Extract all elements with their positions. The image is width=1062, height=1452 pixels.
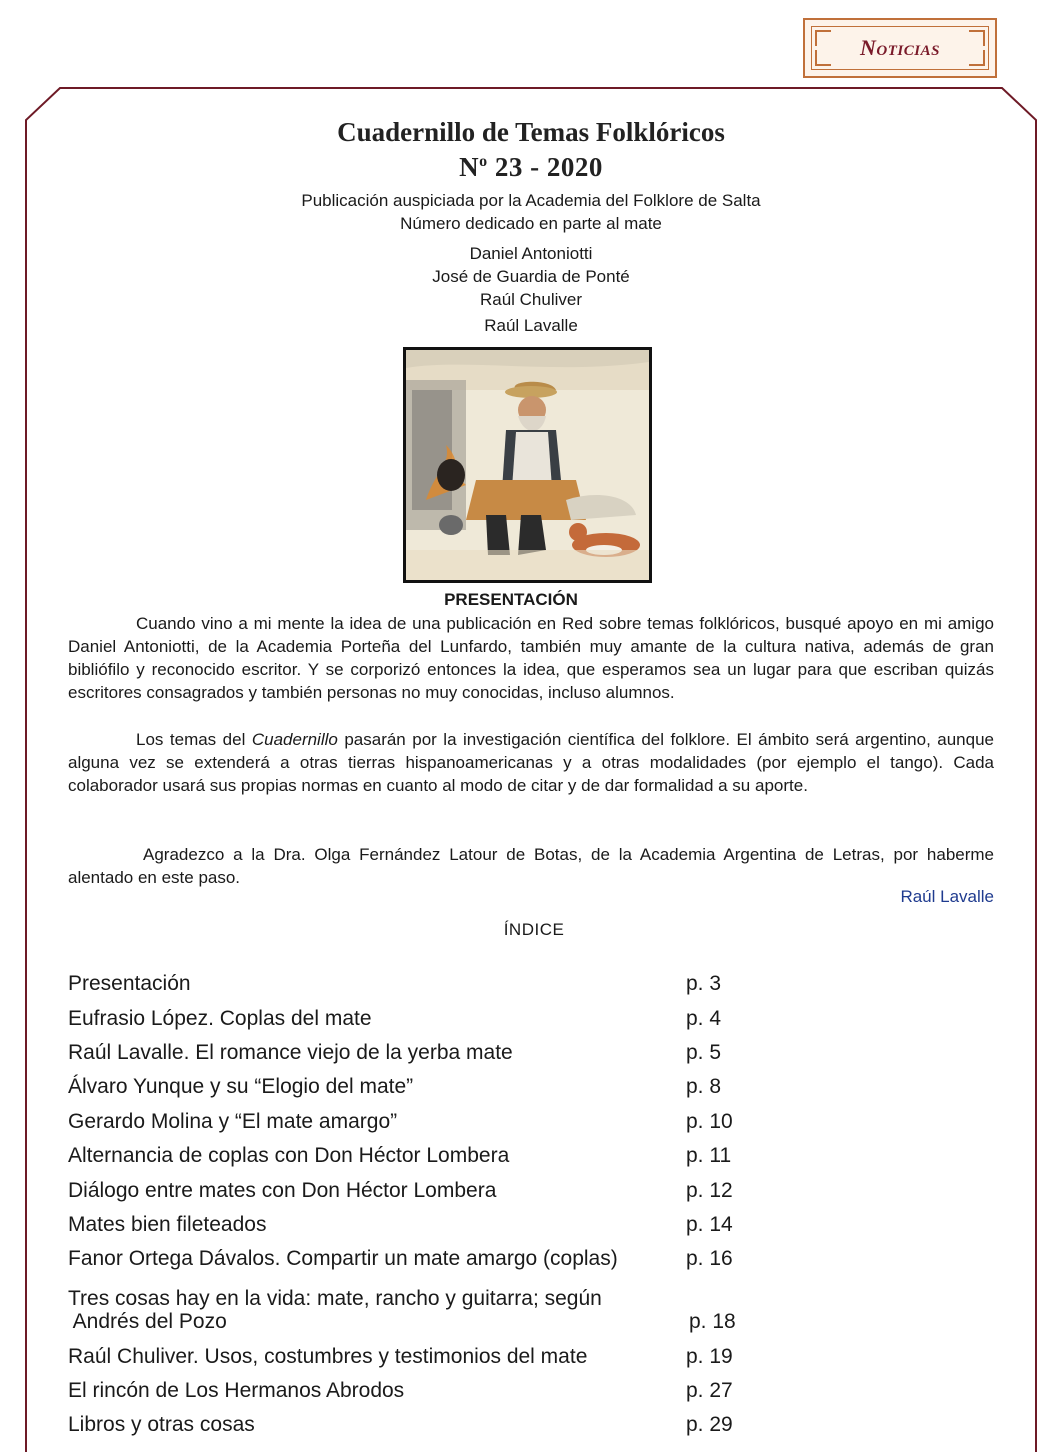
toc-item-title: Tres cosas hay en la vida: mate, rancho y guitarra; según [68, 1287, 602, 1310]
badge-label: Noticias [860, 35, 940, 60]
index-heading: ÍNDICE [503, 920, 565, 939]
toc-item-page: p. 19 [686, 1345, 733, 1368]
toc-item-title: Fanor Ortega Dávalos. Compartir un mate amargo (coplas) [68, 1247, 618, 1270]
author-name: Raúl Chuliver [479, 290, 583, 309]
author-name: Daniel Antoniotti [469, 244, 593, 263]
page-title: Cuadernillo de Temas Folklóricos [337, 117, 725, 147]
toc-item-title: Diálogo entre mates con Don Héctor Lombera [68, 1179, 497, 1202]
toc-item-page: p. 12 [686, 1179, 733, 1202]
toc-item-page: p. 16 [686, 1247, 733, 1270]
signature: Raúl Lavalle [900, 887, 994, 906]
presentation-paragraph-1: Cuando vino a mi mente la idea de una publicación en Red sobre temas folklóricos, busqué apoyo en mi amigo Daniel Antoniotti, de la Academia Porteña del Lunfardo, también muy amante de la cultura nativa, además de gran bibliófilo y reconocido escritor. Y se corporizó entonces la idea, que esperamos sea un lugar para que escriban quizás escritores consagrados y también personas no muy conocidas, incluso alumnos. [68, 614, 994, 702]
toc-item-title: Presentación [68, 972, 191, 995]
toc-item-title: El rincón de Los Hermanos Abrodos [68, 1379, 405, 1402]
author-name: José de Guardia de Ponté [432, 267, 630, 286]
toc-item-title: Raúl Chuliver. Usos, costumbres y testimonios del mate [68, 1345, 588, 1368]
toc-item-page: p. 10 [686, 1110, 733, 1133]
gaucho-painting-image [403, 347, 652, 583]
toc-item-page: p. 27 [686, 1379, 733, 1402]
subtitle-sponsor: Publicación auspiciada por la Academia del Folklore de Salta [301, 191, 761, 210]
toc-item-page: p. 3 [686, 972, 722, 995]
toc-item-page: p. 18 [689, 1310, 736, 1333]
toc-item-title-continued: Andrés del Pozo [68, 1310, 227, 1333]
toc-item-page: p. 5 [686, 1041, 722, 1064]
noticias-badge [803, 18, 997, 78]
presentation-paragraph-2: Los temas del Cuadernillo pasarán por la investigación científica del folklore. El ámbito será argentino, aunque alguna vez se extenderá a otras tierras hispanoamericanas y a otras modalidades (por ejemplo el tango). Cada colaborador usará sus propias normas en cuanto al modo de citar y de dar formalidad a su aporte. [68, 730, 994, 795]
toc-item-page: p. 14 [686, 1213, 733, 1236]
toc-item-page: p. 8 [686, 1075, 722, 1098]
toc-item-title: Gerardo Molina y “El mate amargo” [68, 1110, 398, 1133]
toc-item-title: Álvaro Yunque y su “Elogio del mate” [68, 1075, 414, 1098]
presentation-heading: PRESENTACIÓN [444, 590, 578, 609]
toc-item-page: p. 11 [686, 1144, 732, 1167]
toc-item-title: Alternancia de coplas con Don Héctor Lombera [68, 1144, 510, 1167]
author-name: Raúl Lavalle [484, 316, 578, 335]
toc-item-title: Eufrasio López. Coplas del mate [68, 1007, 372, 1030]
toc-item-page: p. 29 [686, 1413, 733, 1436]
issue-number: $N^o$ 23 - 2020 [459, 152, 603, 182]
toc-item-title: Mates bien fileteados [68, 1213, 267, 1236]
toc-item-page: p. 4 [686, 1007, 722, 1030]
toc-item-title: Raúl Lavalle. El romance viejo de la yerba mate [68, 1041, 513, 1064]
toc-item-title: Libros y otras cosas [68, 1413, 255, 1436]
subtitle-dedication: Número dedicado en parte al mate [400, 214, 662, 233]
presentation-paragraph-3: Agradezco a la Dra. Olga Fernández Latour de Botas, de la Academia Argentina de Letras, por haberme alentado en este paso. [68, 845, 994, 887]
